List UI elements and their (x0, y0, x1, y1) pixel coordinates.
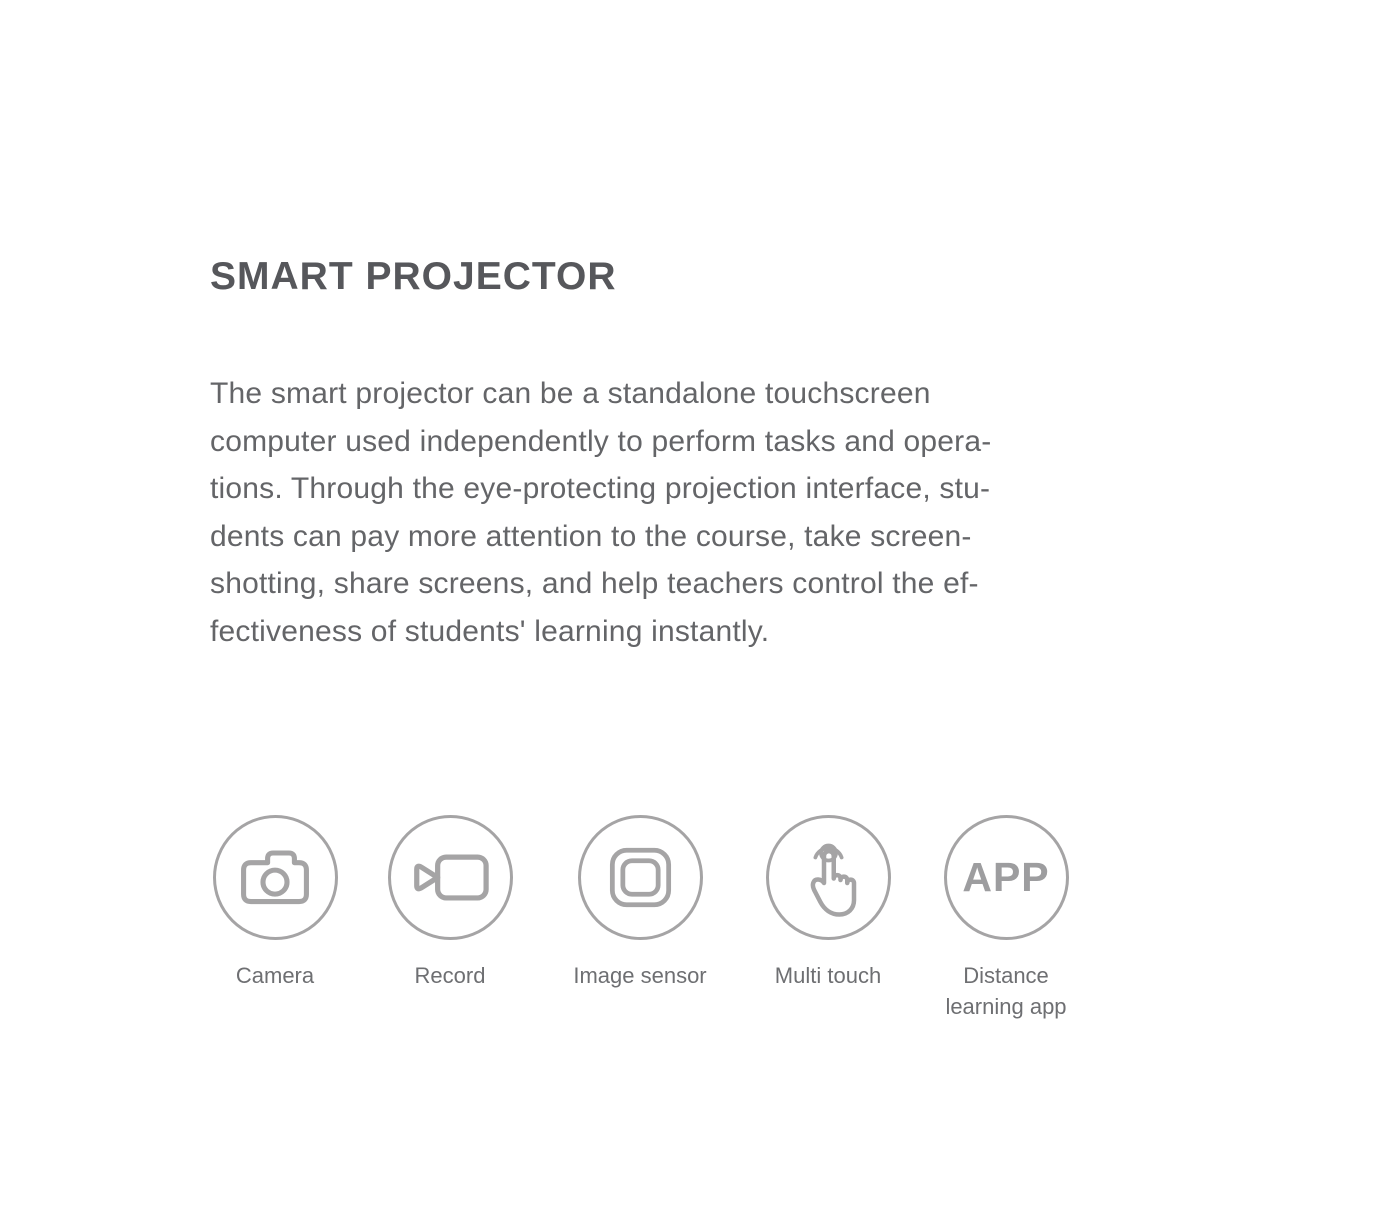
intro-line: dents can pay more attention to the course, take screen- (210, 519, 972, 553)
intro-line: The smart projector can be a standalone touchscreen (210, 377, 931, 410)
feature-icon-circle (766, 815, 891, 940)
feature-list (0, 815, 1400, 1075)
feature-icon-circle (213, 815, 338, 940)
camera-icon (238, 847, 312, 908)
feature-camera (185, 815, 365, 991)
image-sensor-icon (609, 846, 672, 909)
feature-label: Camera (235, 963, 315, 988)
feature-label (916, 960, 1096, 1022)
feature-label-line: Distance (963, 963, 1049, 988)
intro-line: tions. Through the eye-protecting projection interface, stu- (210, 472, 991, 506)
feature-label: Multi touch (774, 963, 882, 988)
multi-touch-icon (794, 835, 863, 919)
feature-multi-touch (738, 815, 918, 991)
feature-image-sensor (550, 815, 730, 991)
intro-line: computer used independently to perform tasks and opera- (210, 424, 992, 458)
page-title: SMART PROJECTOR (210, 255, 617, 299)
feature-icon-circle (578, 815, 703, 940)
feature-distance-learning-app (916, 815, 1096, 1022)
feature-icon-circle (944, 815, 1069, 940)
feature-label: Record (414, 963, 486, 988)
distance-learning-app-icon: APP (962, 854, 1050, 900)
intro-paragraph (210, 370, 991, 656)
feature-record (360, 815, 540, 991)
feature-icon-circle (388, 815, 513, 940)
feature-label-line: learning app (945, 994, 1067, 1019)
intro-line: fectiveness of students' learning instantly. (210, 614, 770, 648)
feature-label: Image sensor (573, 963, 707, 988)
record-icon (408, 849, 492, 906)
intro-line: shotting, share screens, and help teachers control the ef- (210, 567, 979, 601)
